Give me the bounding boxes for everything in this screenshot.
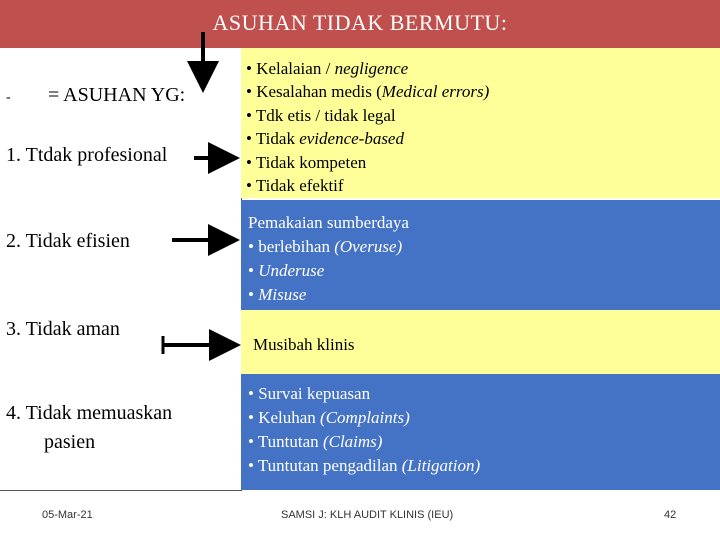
footer-date: 05-Mar-21 xyxy=(42,509,93,521)
box1-line1: • Kelalaian / negligence xyxy=(246,59,409,78)
box2-line4: • Misuse xyxy=(248,285,307,304)
item-memuaskan: 4. Tidak memuaskan xyxy=(6,402,173,424)
box1-line5: • Tidak kompeten xyxy=(246,153,367,172)
box1-line4: • Tidak evidence-based xyxy=(246,129,404,148)
box1-line6: • Tidak efektif xyxy=(246,176,344,195)
box2-line1: Pemakaian sumberdaya xyxy=(248,213,409,232)
box4-line3: • Tuntutan (Claims) xyxy=(248,432,383,451)
item-aman: 3. Tidak aman xyxy=(6,318,120,340)
dash-mark: - xyxy=(6,90,11,105)
box4-line4: • Tuntutan pengadilan (Litigation) xyxy=(248,456,481,475)
item-memuaskan-pasien: pasien xyxy=(44,431,96,453)
box2-line2: • berlebihan (Overuse) xyxy=(248,237,403,256)
box1-line3: • Tdk etis / tidak legal xyxy=(246,106,396,125)
item-profesional: 1. Ttdak profesional xyxy=(6,144,168,166)
item-efisien: 2. Tidak efisien xyxy=(6,230,130,252)
box4-line1: • Survai kepuasan xyxy=(248,384,371,403)
box2-line3: • Underuse xyxy=(248,261,325,280)
left-header: = ASUHAN YG: xyxy=(48,84,186,106)
slide-title: ASUHAN TIDAK BERMUTU: xyxy=(212,10,508,35)
box1-line2: • Kesalahan medis (Medical errors) xyxy=(246,82,490,101)
footer-center: SAMSI J: KLH AUDIT KLINIS (IEU) xyxy=(281,509,454,521)
page-number: 42 xyxy=(664,509,677,521)
box3-line1: Musibah klinis xyxy=(253,335,355,354)
box4-line2: • Keluhan (Complaints) xyxy=(248,408,410,427)
